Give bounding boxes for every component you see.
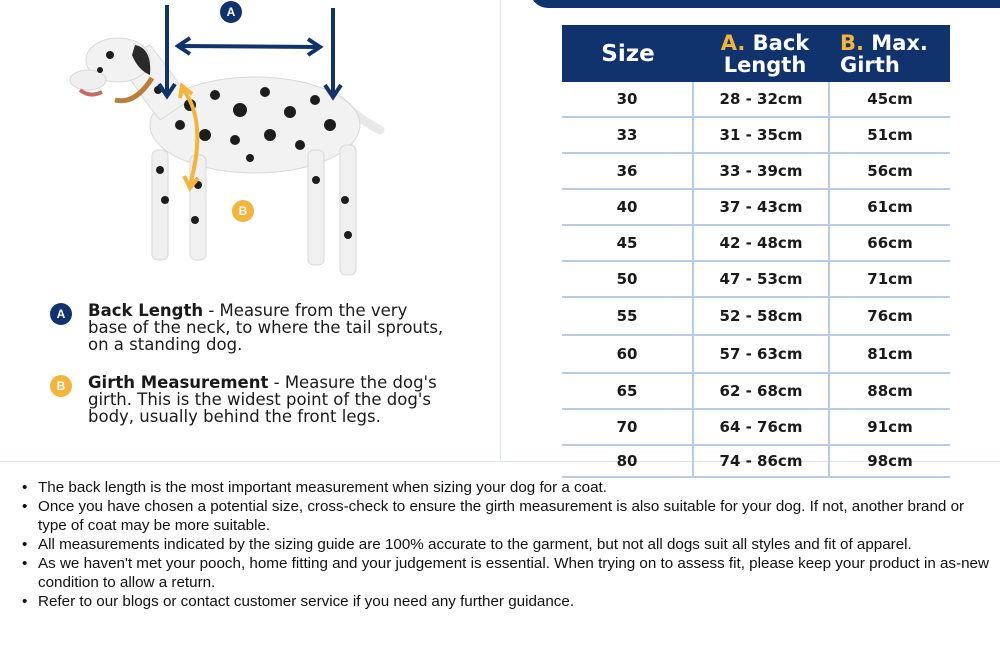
table-row: [562, 446, 950, 478]
header-girth-letter: B.: [840, 30, 864, 55]
header-girth-label2: Girth: [840, 52, 900, 77]
marker-a-icon: A: [220, 1, 242, 23]
table-row: [562, 226, 950, 262]
note-item: • All measurements indicated by the sizing guide are 100% accurate to the garment, but not all dogs suit all styles and fit of apparel.: [20, 535, 990, 554]
girth-legend: [50, 374, 450, 425]
back-length-cell: 37 - 43cm: [694, 190, 830, 224]
table-row: [562, 190, 950, 226]
note-item: • As we haven't met your pooch, home fitting and your judgement is essential. When trying on to assess fit, please keep your product in as-new condition to allow a return.: [20, 554, 990, 592]
back-length-cell: 52 - 58cm: [694, 298, 830, 334]
max-girth-cell: 61cm: [867, 198, 913, 216]
back-length-cell: 31 - 35cm: [694, 118, 830, 152]
dog-measurement-illustration: [40, 0, 440, 300]
back-length-cell: 74 - 86cm: [694, 446, 830, 476]
max-girth-cell: 91cm: [867, 418, 913, 436]
size-cell: 70: [562, 410, 694, 444]
size-cell: 80: [562, 446, 694, 476]
sizing-notes-list: [20, 478, 990, 611]
table-row: [562, 336, 950, 374]
note-item: • Once you have chosen a potential size, cross-check to ensure the girth measurement is also suitable for your dog. If not, another brand or type of coat may be more suitable.: [20, 497, 990, 535]
size-cell: 36: [562, 154, 694, 188]
size-chart-table: [562, 25, 950, 478]
girth-title: Girth Measurement: [88, 373, 269, 392]
size-cell: 55: [562, 298, 694, 334]
header-girth-label1: Max.: [871, 30, 928, 55]
max-girth-cell: 66cm: [867, 234, 913, 252]
size-cell: 33: [562, 118, 694, 152]
note-item: • Refer to our blogs or contact customer service if you need any further guidance.: [20, 592, 990, 611]
girth-description: - Measure the dog's girth. This is the widest point of the dog's body, usually behind the front legs.: [88, 373, 437, 426]
header-back-label1: Back: [752, 30, 810, 55]
table-row: [562, 118, 950, 154]
table-row: [562, 374, 950, 410]
size-cell: 30: [562, 82, 694, 116]
max-girth-cell: 98cm: [867, 452, 913, 470]
note-item: • The back length is the most important measurement when sizing your dog for a coat.: [20, 478, 990, 497]
back-length-cell: 57 - 63cm: [694, 336, 830, 372]
max-girth-cell: 76cm: [867, 307, 913, 325]
size-cell: 45: [562, 226, 694, 260]
back-length-cell: 47 - 53cm: [694, 262, 830, 296]
size-chart-header: [562, 25, 950, 82]
marker-b-badge: B: [50, 375, 72, 397]
header-back-label2: Length: [723, 52, 807, 77]
max-girth-cell: 45cm: [867, 90, 913, 108]
back-length-legend: [50, 302, 450, 353]
back-length-cell: 33 - 39cm: [694, 154, 830, 188]
back-length-cell: 62 - 68cm: [694, 374, 830, 408]
size-cell: 60: [562, 336, 694, 372]
max-girth-cell: 51cm: [867, 126, 913, 144]
marker-b-icon: B: [232, 200, 254, 222]
header-back-letter: A.: [720, 30, 746, 55]
header-size: Size: [601, 40, 655, 67]
size-cell: 40: [562, 190, 694, 224]
size-cell: 65: [562, 374, 694, 408]
header-back-length: [694, 25, 830, 82]
back-length-title: Back Length: [88, 301, 204, 320]
dalmatian-dog-image: [40, 0, 440, 300]
table-row: [562, 298, 950, 336]
max-girth-cell: 56cm: [867, 162, 913, 180]
table-row: [562, 82, 950, 118]
size-cell: 50: [562, 262, 694, 296]
table-row: [562, 410, 950, 446]
vertical-divider: [500, 0, 501, 462]
header-max-girth: [830, 25, 950, 82]
marker-a-badge: A: [50, 303, 72, 325]
max-girth-cell: 71cm: [867, 270, 913, 288]
back-length-cell: 28 - 32cm: [694, 82, 830, 116]
top-accent-bar: [530, 0, 1000, 8]
table-row: [562, 262, 950, 298]
max-girth-cell: 81cm: [867, 345, 913, 363]
size-chart-body: [562, 82, 950, 478]
back-length-cell: 64 - 76cm: [694, 410, 830, 444]
table-row: [562, 154, 950, 190]
back-length-cell: 42 - 48cm: [694, 226, 830, 260]
back-length-description: - Measure from the very base of the neck, to where the tail sprouts, on a standing dog.: [88, 301, 444, 354]
max-girth-cell: 88cm: [867, 382, 913, 400]
